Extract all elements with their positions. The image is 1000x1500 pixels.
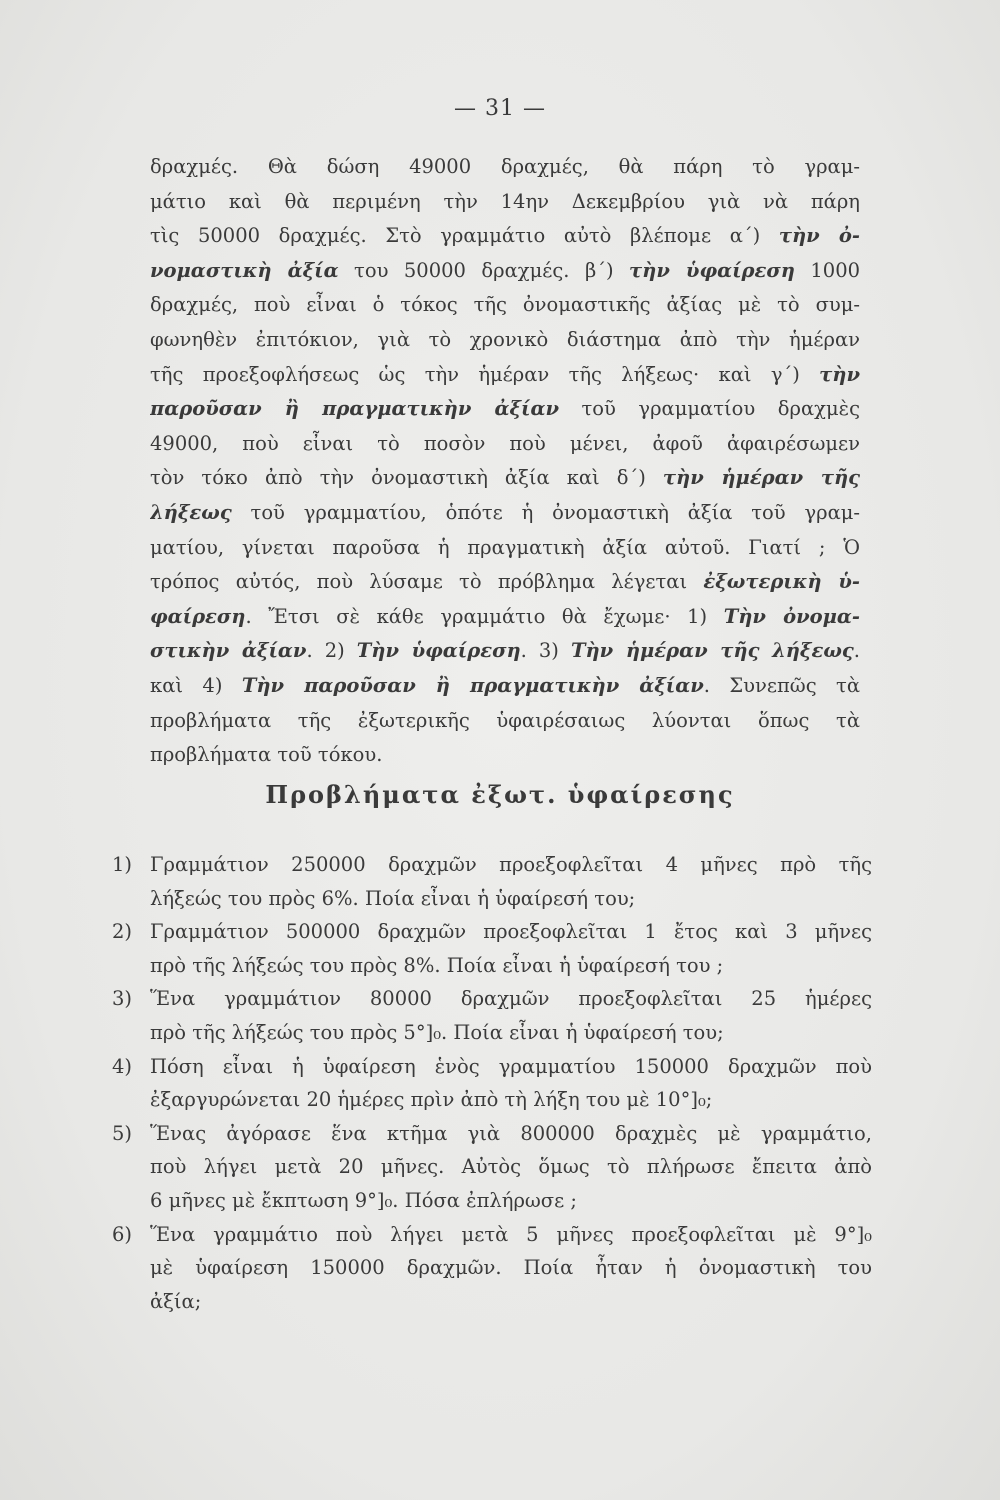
text-run: τοῦ γραμματίου δραχμὲς [559, 397, 860, 421]
text-run: δραχμές, ποὺ εἶναι ὁ τόκος τῆς ὀνομαστικῆς ἀξίας μὲ τὸ συμ- [150, 293, 860, 317]
emphasized-term: Τὴν παροῦσαν ἢ πραγματικὴν ἀξίαν [241, 673, 704, 697]
problem-line: ποὺ λήγει μετὰ 20 μῆνες. Αὐτὸς ὅμως τὸ πλήρωσε ἔπειτα ἀπὸ [150, 1155, 872, 1179]
page-number: — 31 — [454, 96, 546, 121]
problem-line: 6 μῆνες μὲ ἔκπτωση 9°]₀. Πόσα ἐπλήρωσε ; [150, 1188, 577, 1212]
paragraph-line [150, 358, 860, 393]
text-run: καὶ 4) [150, 673, 242, 697]
emphasized-term: Τὴν ὑφαίρεση [356, 639, 521, 663]
emphasized-term: τὴν ἡμέραν τῆς [662, 466, 860, 490]
problem-line: Ἕνα γραμμάτιον 80000 δραχμῶν προεξοφλεῖται 25 ἡμέρες [150, 987, 872, 1011]
problem-item [112, 982, 872, 1049]
paragraph-line [150, 704, 860, 739]
paragraph-line [150, 565, 860, 600]
emphasized-term: νομαστικὴ ἀξία [150, 258, 339, 282]
problem-line: Γραμμάτιον 500000 δραχμῶν προεξοφλεῖται 1 ἔτος καὶ 3 μῆνες [150, 920, 872, 944]
text-run: τὸν τόκο ἀπὸ τὴν ὀνομαστικὴ ἀξία καὶ δ΄) [150, 466, 663, 490]
paragraph-line [150, 254, 860, 289]
problem-number: 3) [112, 987, 133, 1011]
text-run: . Ἔτσι σὲ κάθε γραμμάτιο θὰ ἔχωμε· 1) [245, 604, 724, 628]
problem-line: ἐξαργυρώνεται 20 ἡμέρες πρὶν ἀπὸ τὴ λήξη του μὲ 10°]₀; [150, 1088, 713, 1112]
text-run: 49000, ποὺ εἶναι τὸ ποσὸν ποὺ μένει, ἀφοῦ ἀφαιρέσωμεν [150, 431, 860, 455]
text-run: 1000 [794, 258, 860, 282]
text-run: τὶς 50000 δραχμές. Στὸ γραμμάτιο αὐτὸ βλέπομε α΄) [150, 224, 779, 248]
emphasized-term: παροῦσαν ἢ πραγματικὴν ἀξίαν [150, 397, 559, 421]
paragraph-line [150, 461, 860, 496]
emphasized-term: στικὴν ἀξίαν [150, 639, 307, 663]
paragraph-line [150, 185, 860, 220]
problem-number: 6) [112, 1222, 133, 1246]
emphasized-term: λήξεως [150, 500, 232, 524]
problem-item [112, 1050, 872, 1117]
problem-number: 1) [112, 853, 133, 876]
text-run: . [853, 639, 860, 663]
problem-list [112, 848, 872, 1318]
text-run: ματίου, γίνεται παροῦσα ἡ πραγματικὴ ἀξία αὐτοῦ. Γιατί ; Ὁ [150, 535, 860, 559]
text-run: δραχμές. Θὰ δώση 49000 δραχμές, θὰ πάρη τὸ γραμ- [150, 155, 860, 178]
problem-line: πρὸ τῆς λήξεώς του πρὸς 8%. Ποία εἶναι ἡ ὑφαίρεσή του ; [150, 953, 724, 977]
problem-line: πρὸ τῆς λήξεώς του πρὸς 5°]₀. Ποία εἶναι ἡ ὑφαίρεσή του; [150, 1020, 724, 1044]
emphasized-term: Τὴν ἡμέραν τῆς λήξεως [570, 639, 854, 663]
paragraph-line [150, 496, 860, 531]
paragraph-line [150, 219, 860, 254]
problem-line: Πόση εἶναι ἡ ὑφαίρεση ἑνὸς γραμματίου 150000 δραχμῶν ποὺ [150, 1054, 872, 1078]
problem-number: 4) [112, 1054, 133, 1078]
paragraph-line [150, 669, 860, 704]
problem-number: 2) [112, 920, 133, 944]
problem-line: Γραμμάτιον 250000 δραχμῶν προεξοφλεῖται 4 μῆνες πρὸ τῆς [150, 853, 872, 876]
paragraph-line [150, 150, 860, 185]
problem-line: Ἕνας ἀγόρασε ἕνα κτῆμα γιὰ 800000 δραχμὲς μὲ γραμμάτιο, [150, 1121, 872, 1145]
problem-item [112, 915, 872, 982]
problem-item [112, 1218, 872, 1319]
text-run: . 3) [520, 639, 571, 663]
text-run: . 2) [306, 639, 357, 663]
problem-item [112, 848, 872, 915]
emphasized-term: τὴν ὀ- [778, 224, 860, 248]
paragraph-line [150, 634, 860, 669]
text-run: . Συνεπῶς τὰ [703, 673, 860, 697]
paragraph-line [150, 288, 860, 323]
paragraph-line [150, 392, 860, 427]
problem-line: ἀξία; [150, 1289, 202, 1313]
text-run: τῆς προεξοφλήσεως ὡς τὴν ἡμέραν τῆς λήξεως· καὶ γ΄) [150, 362, 820, 386]
paragraph-line [150, 531, 860, 566]
emphasized-term: ἐξωτερικὴ ὑ- [703, 570, 860, 594]
explanatory-paragraph [150, 150, 860, 773]
text-run: φωνηθὲν ἐπιτόκιον, γιὰ τὸ χρονικὸ διάστημα ἀπὸ τὴν ἡμέραν [150, 327, 860, 351]
text-run: προβλήματα τῆς ἐξωτερικῆς ὑφαιρέσαιως λύονται ὅπως τὰ [150, 708, 860, 732]
paragraph-line [150, 323, 860, 358]
problem-line: Ἕνα γραμμάτιο ποὺ λήγει μετὰ 5 μῆνες προεξοφλεῖται μὲ 9°]₀ [150, 1222, 872, 1246]
text-run: του 50000 δραχμές. β΄) [338, 258, 630, 282]
section-heading: Προβλήματα ἐξωτ. ὑφαίρεσης [265, 780, 735, 809]
paragraph-line [150, 427, 860, 462]
text-run: προβλήματα τοῦ τόκου. [150, 743, 383, 767]
emphasized-term: φαίρεση [150, 604, 246, 628]
emphasized-term: τὴν ὑφαίρεση [629, 258, 795, 282]
problem-item [112, 1117, 872, 1218]
text-run: μάτιο καὶ θὰ περιμένη τὴν 14ην Δεκεμβρίου γιὰ νὰ πάρη [150, 189, 860, 213]
paragraph-line [150, 738, 860, 773]
problem-line: λήξεώς του πρὸς 6%. Ποία εἶναι ἡ ὑφαίρεσή του; [150, 886, 636, 910]
emphasized-term: τὴν [819, 362, 860, 386]
problem-number: 5) [112, 1121, 133, 1145]
paragraph-line [150, 600, 860, 635]
problem-line: μὲ ὑφαίρεση 150000 δραχμῶν. Ποία ἦταν ἡ ὀνομαστικὴ του [150, 1256, 872, 1280]
text-run: τρόπος αὐτός, ποὺ λύσαμε τὸ πρόβλημα λέγεται [150, 570, 704, 594]
emphasized-term: Τὴν ὀνομα- [723, 604, 860, 628]
text-run: τοῦ γραμματίου, ὁπότε ἡ ὀνομαστικὴ ἀξία τοῦ γραμ- [231, 500, 860, 524]
